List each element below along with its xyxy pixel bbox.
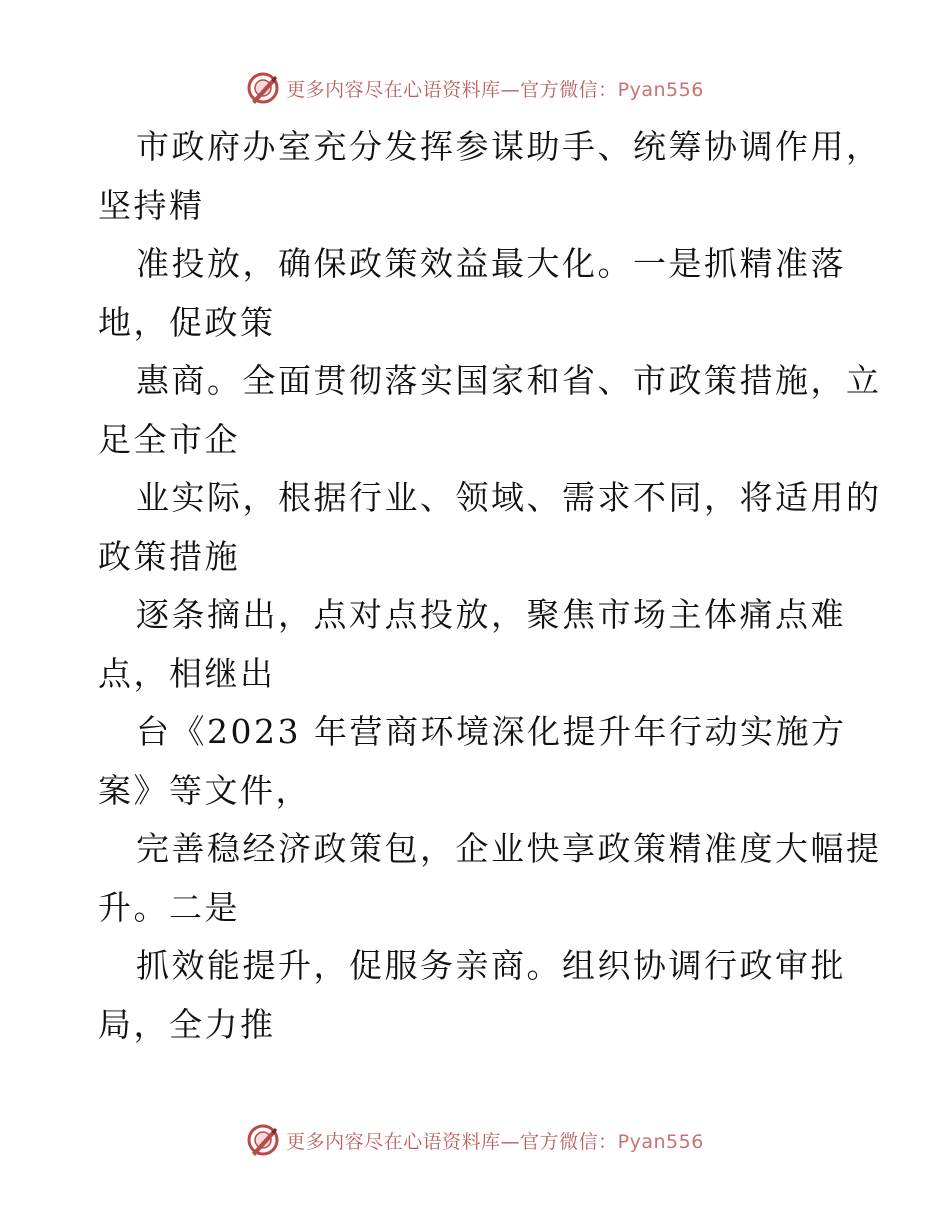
text-line: 坚持精	[98, 185, 205, 225]
pen-logo-icon	[246, 1123, 280, 1157]
watermark-wechat-id: Pyan556	[617, 78, 704, 101]
footer-watermark	[0, 1122, 950, 1158]
pen-logo-icon	[246, 71, 280, 105]
watermark-text: 更多内容尽在心语资料库—官方微信：	[286, 78, 618, 101]
text-line: 局，全力推	[98, 1004, 276, 1044]
text-line: 政策措施	[98, 536, 240, 576]
text-line: 抓效能提升，促服务亲商。组织协调行政审批	[136, 946, 846, 985]
watermark-wechat-id: Pyan556	[617, 1130, 704, 1153]
text-line: 完善稳经济政策包，企业快享政策精准度大幅提	[136, 829, 882, 868]
header-watermark	[0, 70, 950, 106]
text-line: 市政府办室充分发挥参谋助手、统筹协调作用，	[136, 127, 882, 166]
text-line: 足全市企	[98, 419, 240, 459]
document-body	[98, 118, 882, 1054]
text-line: 升。二是	[98, 887, 240, 927]
text-line: 点，相继出	[98, 653, 276, 693]
text-line: 准投放，确保政策效益最大化。一是抓精准落	[136, 244, 846, 283]
text-line: 惠商。全面贯彻落实国家和省、市政策措施，立	[136, 361, 882, 400]
watermark-text: 更多内容尽在心语资料库—官方微信：	[286, 1130, 618, 1153]
text-line: 逐条摘出，点对点投放，聚焦市场主体痛点难	[136, 595, 846, 634]
text-line: 地，促政策	[98, 302, 276, 342]
text-line: 业实际，根据行业、领域、需求不同，将适用的	[136, 478, 882, 517]
text-line: 台《2023 年营商环境深化提升年行动实施方	[136, 712, 847, 751]
text-line: 案》等文件，	[98, 770, 311, 810]
